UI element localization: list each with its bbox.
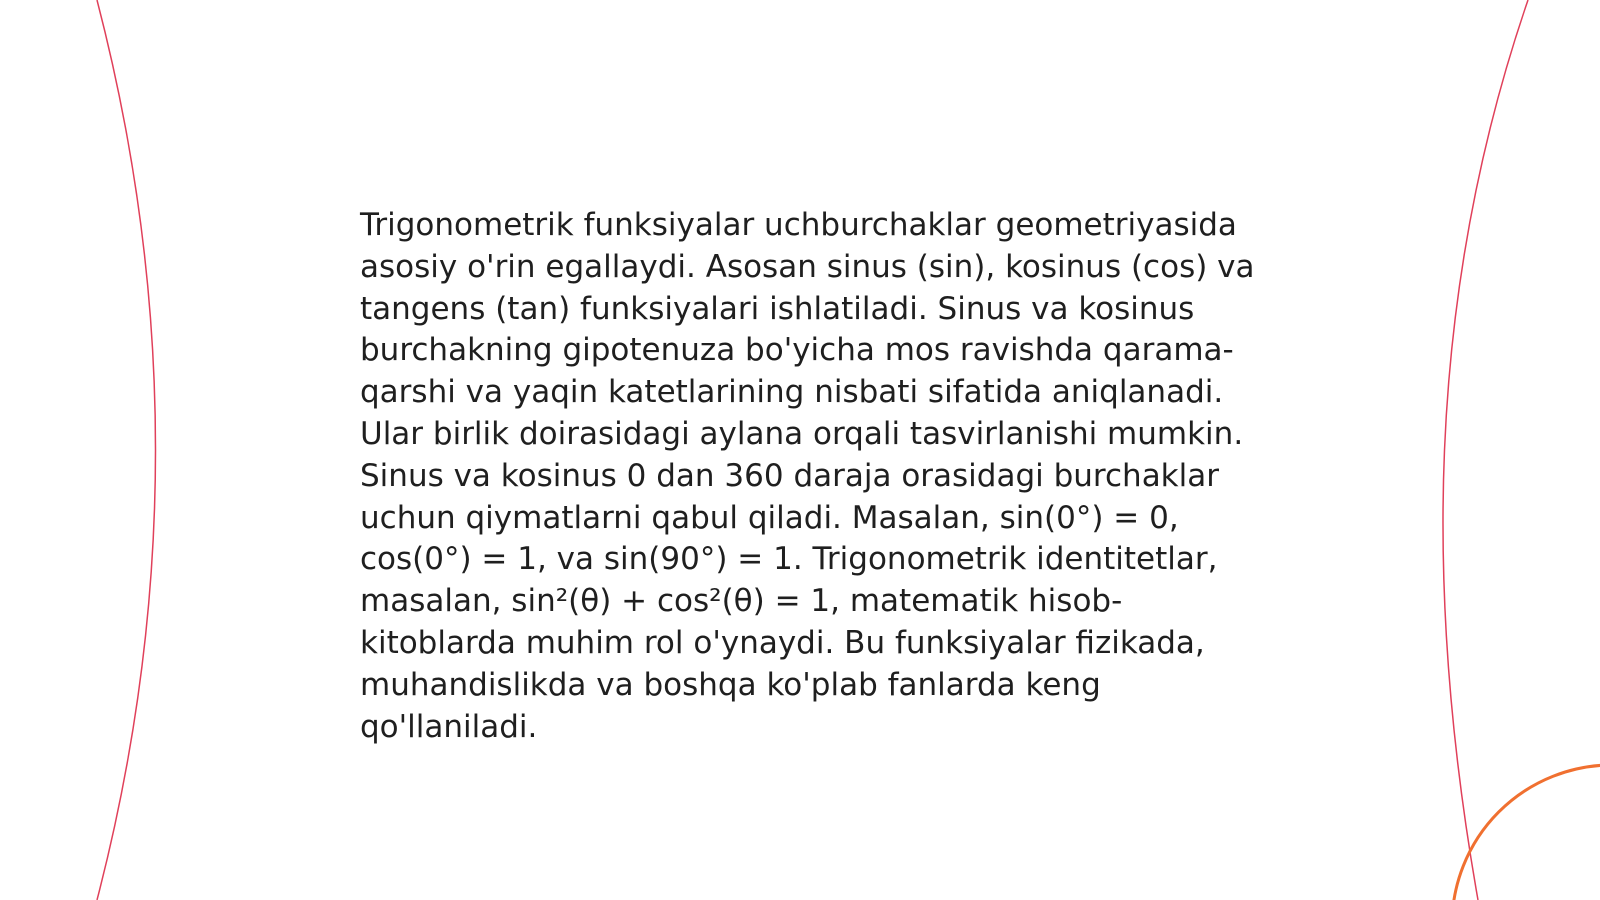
body-paragraph: Trigonometrik funksiyalar uchburchaklar geometriyasida asosiy o'rin egallaydi. Asosan sinus (sin), kosinus (cos) va tangens (tan) funksiyalari ishlatiladi. Sinus va kosinus burchakning gipotenuza bo'yicha mos ravishda qarama-qarshi va yaqin katetlarining nisbati sifatida aniqlanadi. Ular birlik doirasidagi aylana orqali tasvirlanishi mumkin. Sinus va kosinus 0 dan 360 daraja orasidagi burchaklar uchun qiymatlarni qabul qiladi. Masalan, sin(0°) = 0, cos(0°) = 1, va sin(90°) = 1. Trigonometrik identitetlar, masalan, sin²(θ) + cos²(θ) = 1, matematik hisob-kitoblarda muhim rol o'ynaydi. Bu funksiyalar fizikada, muhandislikda va boshqa ko'plab fanlarda keng qo'llaniladi. (360, 207, 1255, 745)
right-arc (1443, 0, 1528, 900)
left-arc (97, 0, 156, 900)
